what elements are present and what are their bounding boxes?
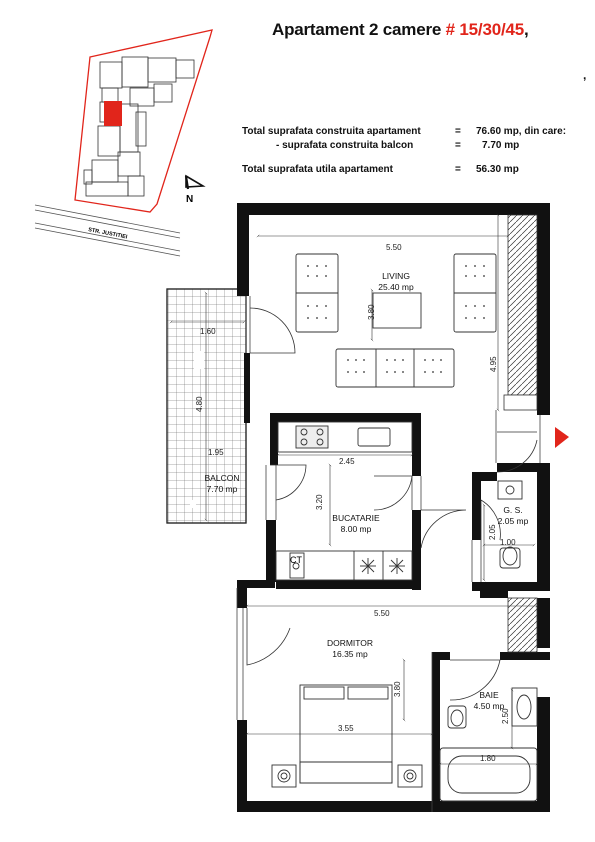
appliance-icons (360, 558, 405, 574)
north-arrow-icon (186, 176, 203, 189)
edge-mark: , (583, 68, 587, 82)
sink-icon (358, 428, 390, 446)
stat-equals: = (455, 140, 461, 151)
boiler-label: CT (290, 555, 302, 565)
room-name-dormitor: DORMITOR (326, 638, 374, 648)
room-name-balcon: BALCON (204, 473, 240, 483)
cooktop-icon (296, 426, 328, 448)
street-name: STR. JUSTITIEI (87, 227, 128, 241)
room-area-bucatarie: 8.00 mp (340, 524, 372, 534)
dim-bath-width: 1.80 (480, 754, 496, 763)
entrance-marker (555, 427, 569, 448)
dim-living-width: 5.50 (386, 243, 402, 252)
dim-kitchen-width: 2.45 (339, 457, 355, 466)
room-area-baie: 4.50 mp (473, 701, 505, 711)
dim-gs-width: 1.00 (500, 538, 516, 547)
stat-value: 56.30 mp (476, 164, 519, 175)
room-area-gs: 2.05 mp (497, 516, 529, 526)
title-prefix: Apartament 2 camere (272, 20, 446, 39)
title-suffix: , (524, 20, 529, 39)
dim-living-depth: 3.80 (367, 304, 376, 320)
dim-bath-depth: 2.50 (501, 708, 510, 724)
washbasin-icon (498, 481, 522, 499)
room-area-living: 25.40 mp (378, 282, 414, 292)
room-area-dormitor: 16.35 mp (332, 649, 368, 659)
site-buildings (84, 57, 194, 196)
stat-equals: = (455, 164, 461, 175)
stat-value: 7.70 mp (482, 140, 520, 151)
dim-balcon-width: 1.95 (208, 448, 224, 457)
interior-lines (237, 296, 540, 812)
dim-gs-depth: 2.05 (488, 524, 497, 540)
dim-living-side: 4.95 (489, 356, 498, 372)
room-area-balcon: 7.70 mp (206, 484, 238, 494)
stat-label: Total suprafata utila apartament (242, 164, 393, 175)
dim-bedroom-depth: 3.80 (393, 681, 402, 697)
room-name-bucatarie: BUCATARIE (332, 513, 380, 523)
stat-label: - suprafata construita balcon (276, 140, 414, 151)
room-name-baie: BAIE (479, 690, 499, 700)
floor-plan (167, 203, 569, 812)
site-plan (35, 30, 212, 256)
dim-bed-width: 3.55 (338, 724, 354, 733)
room-name-living: LIVING (382, 271, 410, 281)
bathroom-sink-icon (512, 688, 537, 726)
room-name-gs: G. S. (503, 505, 523, 515)
stat-equals: = (455, 126, 461, 137)
bedroom-furniture (272, 685, 422, 787)
dim-balcon-inner: 1.60 (200, 327, 216, 336)
dim-kitchen-depth: 3.20 (315, 494, 324, 510)
radiator-living (508, 215, 537, 395)
apartment-numbers: # 15/30/45 (445, 20, 524, 39)
dim-bedroom-width: 5.50 (374, 609, 390, 618)
stat-value: 76.60 mp, din care: (476, 126, 567, 137)
highlighted-apartment (104, 101, 122, 126)
north-label: N (186, 194, 194, 205)
stat-label: Total suprafata construita apartament (242, 126, 421, 137)
dim-balcon-length: 4.80 (195, 396, 204, 412)
